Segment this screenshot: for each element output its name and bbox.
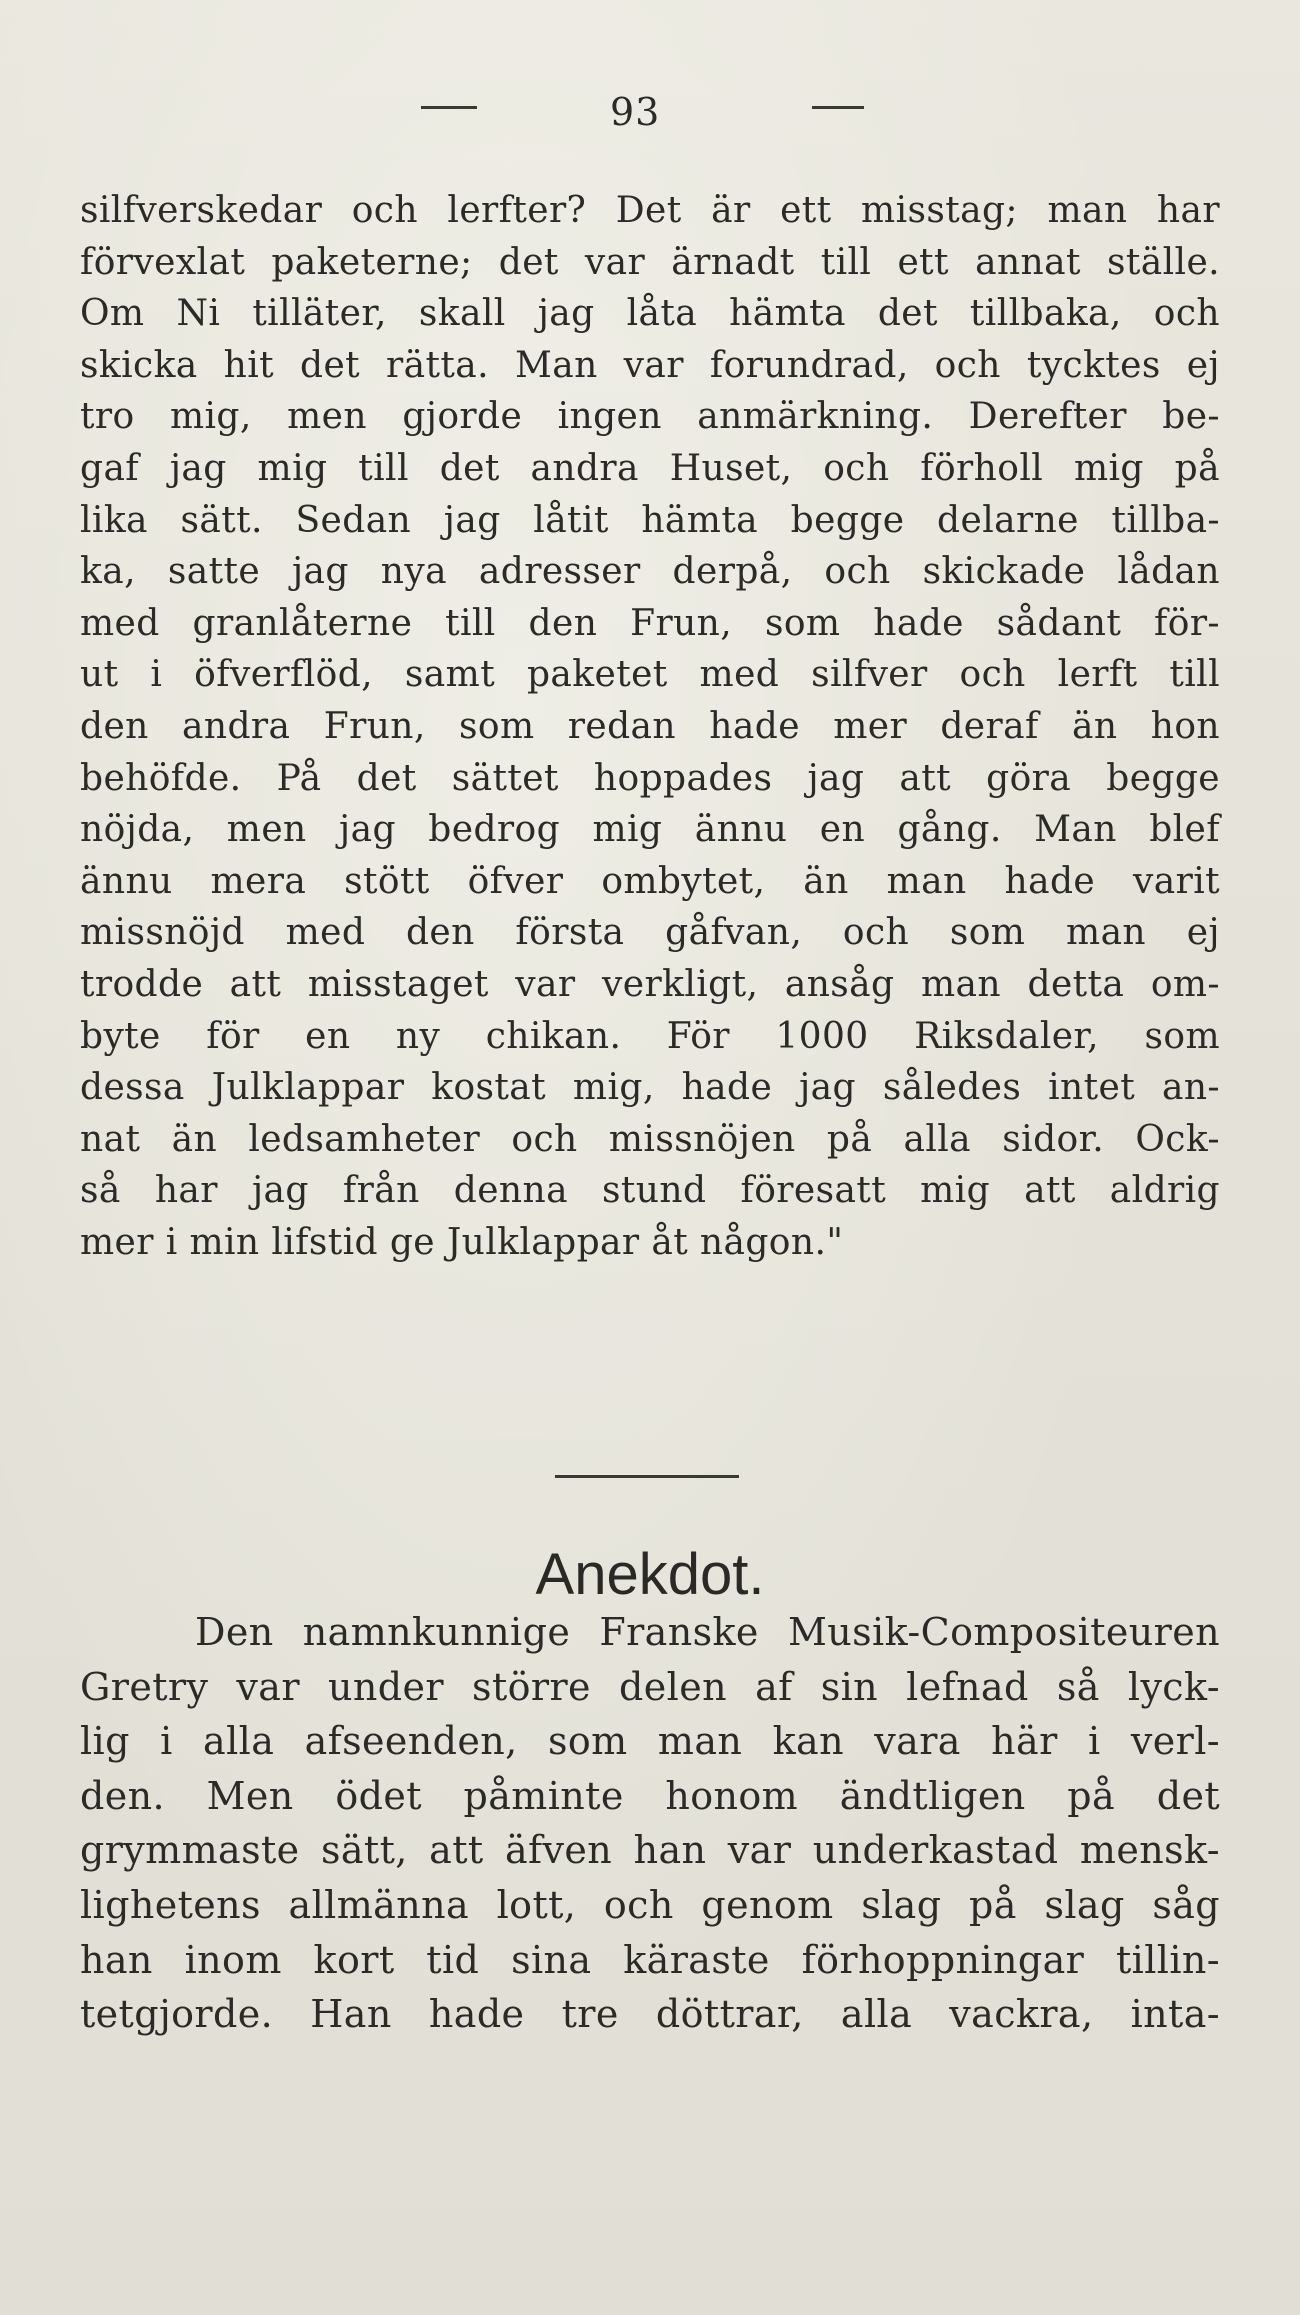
text-line: han inom kort tid sina käraste förhoppningar tillin-	[80, 1937, 1220, 1982]
text-line: skicka hit det rätta. Man var forundrad, och tycktes ej	[80, 344, 1220, 386]
header-rule-right	[812, 106, 864, 109]
text-line: nat än ledsamheter och missnöjen på alla sidor. Ock-	[80, 1118, 1220, 1160]
text-line: ut i öfverflöd, samt paketet med silfver och lerft till	[80, 654, 1220, 696]
text-line: missnöjd med den första gåfvan, och som man ej	[80, 912, 1220, 954]
text-line: Om Ni tilläter, skall jag låta hämta det tillbaka, och	[80, 293, 1220, 335]
text-line: ka, satte jag nya adresser derpå, och skickade lådan	[80, 551, 1220, 593]
text-line: dessa Julklappar kostat mig, hade jag således intet an-	[80, 1067, 1220, 1109]
text-line: byte för en ny chikan. För 1000 Riksdaler, som	[80, 1015, 1220, 1057]
text-line: trodde att misstaget var verkligt, ansåg man detta om-	[80, 963, 1220, 1005]
section-divider	[555, 1475, 739, 1478]
text-line: lika sätt. Sedan jag låtit hämta begge delarne tillba-	[80, 499, 1220, 541]
anecdote-paragraph	[80, 1605, 1220, 2042]
text-line: tro mig, men gjorde ingen anmärkning. Derefter be-	[80, 396, 1220, 438]
text-line: behöfde. På det sättet hoppades jag att göra begge	[80, 757, 1220, 799]
page-number: 93	[610, 90, 661, 134]
page-header	[0, 92, 1300, 132]
paragraph-continued	[80, 185, 1220, 1268]
text-line: med granlåterne till den Frun, som hade sådant för-	[80, 602, 1220, 644]
text-line: den. Men ödet påminte honom ändtligen på det	[80, 1773, 1220, 1818]
text-line: Den namnkunnige Franske Musik-Compositeuren	[195, 1610, 1220, 1654]
text-line: gaf jag mig till det andra Huset, och förholl mig på	[80, 447, 1220, 489]
text-line: lig i alla afseenden, som man kan vara här i verl-	[80, 1719, 1220, 1764]
text-line: mer i min lifstid ge Julklappar åt någon."	[80, 1221, 844, 1263]
header-rule-left	[421, 106, 477, 109]
text-line: ännu mera stött öfver ombytet, än man hade varit	[80, 860, 1220, 902]
text-line: silfverskedar och lerfter? Det är ett misstag; man har	[80, 190, 1220, 231]
text-line: lighetens allmänna lott, och genom slag på slag såg	[80, 1882, 1220, 1927]
text-line: förvexlat paketerne; det var ärnadt till ett annat ställe.	[80, 241, 1220, 283]
text-line: tetgjorde. Han hade tre döttrar, alla vackra, inta-	[80, 1992, 1220, 2037]
text-line: grymmaste sätt, att äfven han var underkastad mensk-	[80, 1828, 1220, 1873]
section-title: Anekdot.	[535, 1542, 765, 1607]
text-line: så har jag från denna stund föresatt mig att aldrig	[80, 1170, 1220, 1212]
text-line: den andra Frun, som redan hade mer deraf än hon	[80, 705, 1220, 747]
text-line: Gretry var under större delen af sin lefnad så lyck-	[80, 1664, 1220, 1709]
text-line: nöjda, men jag bedrog mig ännu en gång. Man blef	[80, 809, 1220, 851]
